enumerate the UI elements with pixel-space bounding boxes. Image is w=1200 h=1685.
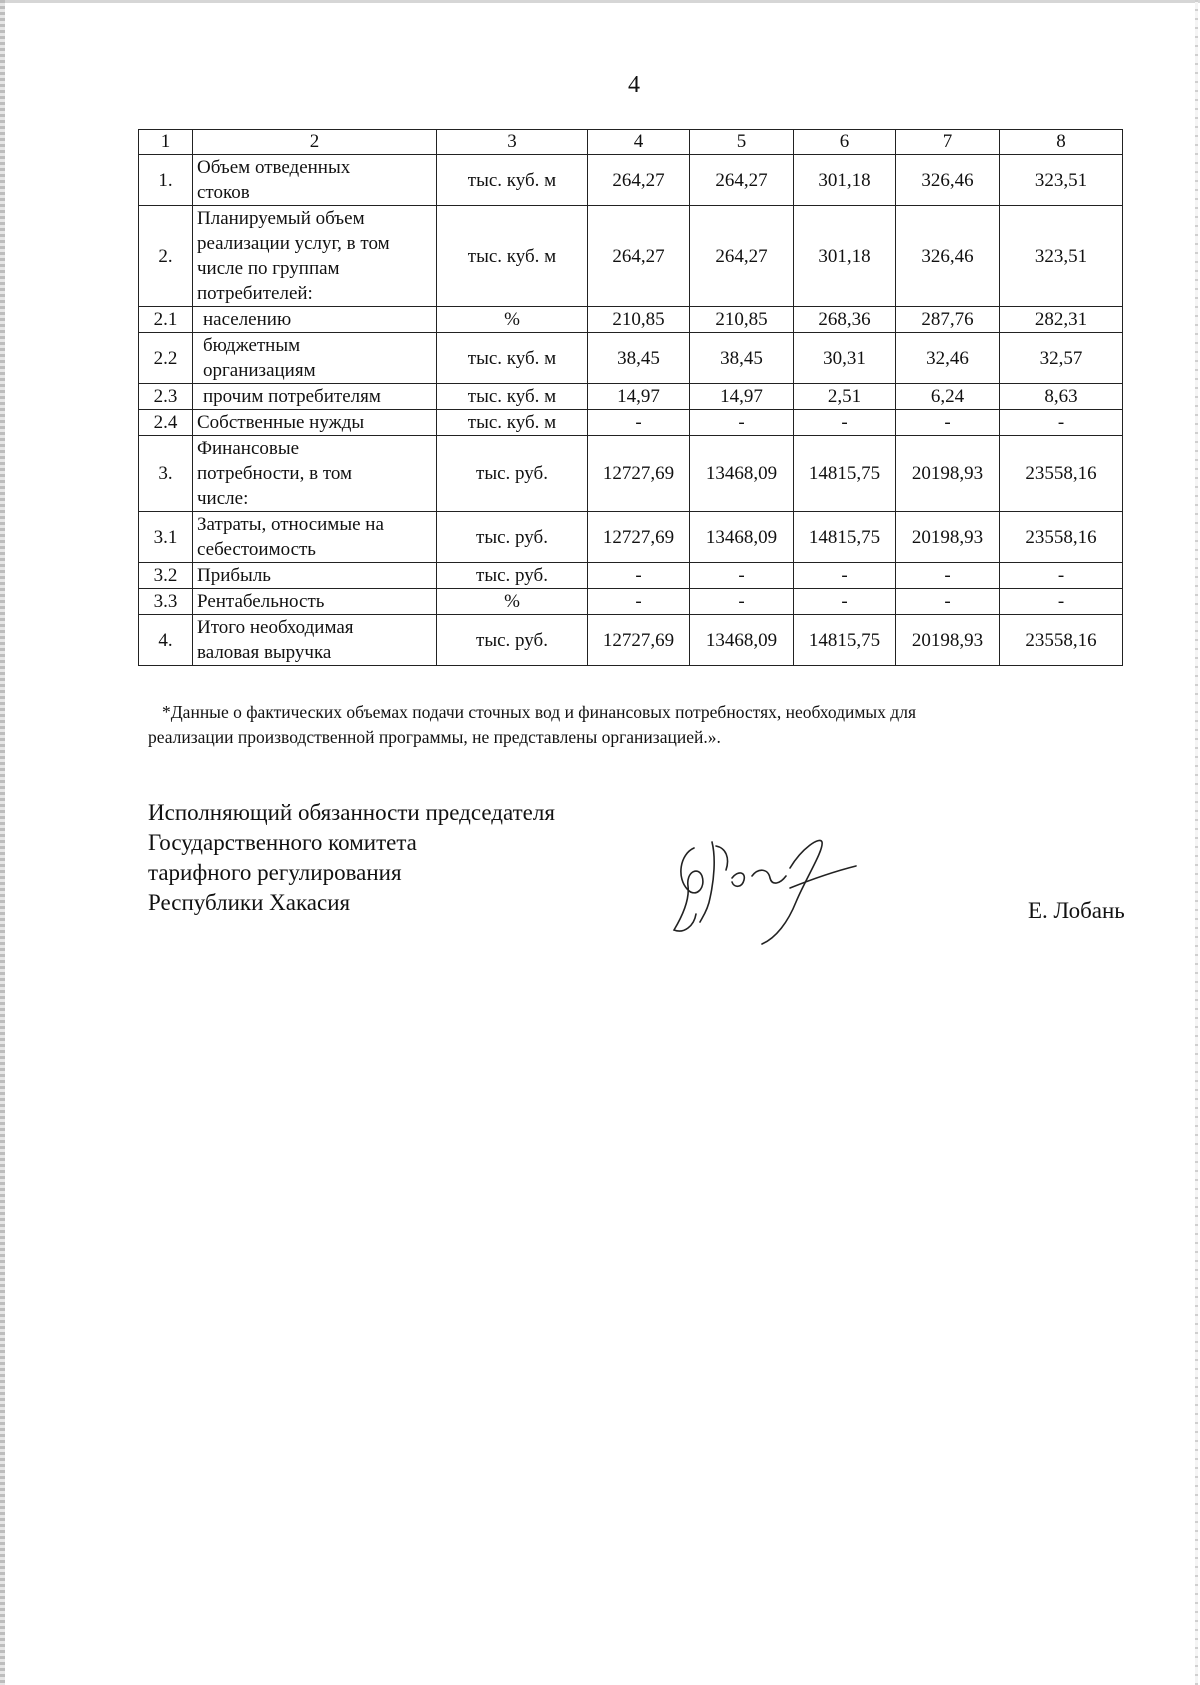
indicator-name-line: себестоимость	[197, 539, 316, 560]
unit-of-measure: тыс. руб.	[437, 615, 588, 666]
indicator-name-line: валовая выручка	[197, 642, 332, 663]
value-cell: 264,27	[588, 155, 690, 206]
indicator-name	[193, 436, 437, 512]
value-cell: 20198,93	[896, 436, 1000, 512]
value-cell: 32,46	[896, 333, 1000, 384]
indicator-name-line: потребителей:	[197, 283, 313, 304]
indicator-name	[193, 206, 437, 307]
table-row	[139, 615, 1123, 666]
indicator-name-line: Финансовые	[197, 438, 300, 459]
value-cell: 12727,69	[588, 512, 690, 563]
value-cell: 264,27	[588, 206, 690, 307]
value-cell: 326,46	[896, 206, 1000, 307]
value-cell: 20198,93	[896, 615, 1000, 666]
unit-of-measure: тыс. руб.	[437, 512, 588, 563]
indicator-name-line: Затраты, относимые на	[197, 514, 384, 535]
value-cell: 323,51	[1000, 155, 1123, 206]
scan-edge-right	[1195, 0, 1198, 1685]
value-cell: 13468,09	[690, 615, 794, 666]
table-row	[139, 436, 1123, 512]
indicator-name-line: прочим потребителям	[203, 386, 381, 407]
value-cell: 12727,69	[588, 615, 690, 666]
value-cell: 287,76	[896, 307, 1000, 333]
value-cell: 20198,93	[896, 512, 1000, 563]
value-cell: 23558,16	[1000, 436, 1123, 512]
indicator-name	[193, 307, 437, 333]
indicator-name	[193, 615, 437, 666]
value-cell: 2,51	[794, 384, 896, 410]
unit-of-measure: тыс. куб. м	[437, 206, 588, 307]
indicator-name-line: потребности, в том	[197, 463, 353, 484]
value-cell: 326,46	[896, 155, 1000, 206]
table-row	[139, 589, 1123, 615]
column-number: 8	[1000, 130, 1123, 155]
row-number: 3.2	[139, 563, 193, 589]
signatory-title	[148, 798, 555, 918]
value-cell: 8,63	[1000, 384, 1123, 410]
value-cell: -	[896, 563, 1000, 589]
indicator-name-line: Планируемый объем	[197, 208, 365, 229]
value-cell: 13468,09	[690, 436, 794, 512]
signatory-title-line: Исполняющий обязанности председателя	[148, 800, 555, 825]
value-cell: 38,45	[690, 333, 794, 384]
footnote-line: *Данные о фактических объемах подачи сточных вод и финансовых потребностях, необходимых для	[162, 702, 916, 722]
scan-edge-left	[0, 0, 5, 1685]
value-cell: 210,85	[690, 307, 794, 333]
row-number: 3.3	[139, 589, 193, 615]
column-number: 4	[588, 130, 690, 155]
value-cell: -	[588, 589, 690, 615]
table-row	[139, 155, 1123, 206]
value-cell: 13468,09	[690, 512, 794, 563]
row-number: 3.1	[139, 512, 193, 563]
value-cell: 14,97	[690, 384, 794, 410]
value-cell: 38,45	[588, 333, 690, 384]
row-number: 2.4	[139, 410, 193, 436]
row-number: 3.	[139, 436, 193, 512]
indicator-name-line: организациям	[203, 360, 316, 381]
value-cell: 30,31	[794, 333, 896, 384]
signatory-title-line: тарифного регулирования	[148, 860, 402, 885]
indicator-name-line: бюджетным	[203, 335, 301, 356]
table-row	[139, 206, 1123, 307]
row-number: 1.	[139, 155, 193, 206]
unit-of-measure: тыс. руб.	[437, 436, 588, 512]
indicator-name	[193, 589, 437, 615]
value-cell: -	[588, 563, 690, 589]
unit-of-measure: %	[437, 307, 588, 333]
signatory-title-line: Государственного комитета	[148, 830, 417, 855]
indicator-name-line: Рентабельность	[197, 591, 325, 612]
table-row	[139, 333, 1123, 384]
value-cell: -	[896, 410, 1000, 436]
row-number: 2.1	[139, 307, 193, 333]
scan-edge-top	[0, 0, 1200, 3]
value-cell: 14815,75	[794, 615, 896, 666]
value-cell: 23558,16	[1000, 615, 1123, 666]
row-number: 4.	[139, 615, 193, 666]
column-number: 1	[139, 130, 193, 155]
column-number: 6	[794, 130, 896, 155]
indicator-name	[193, 563, 437, 589]
unit-of-measure: тыс. куб. м	[437, 410, 588, 436]
value-cell: 32,57	[1000, 333, 1123, 384]
value-cell: -	[690, 410, 794, 436]
page-number: 4	[628, 72, 640, 98]
footnote-line: реализации производственной программы, не представлены организацией.».	[148, 727, 721, 747]
unit-of-measure: тыс. куб. м	[437, 384, 588, 410]
indicator-name-line: реализации услуг, в том	[197, 233, 390, 254]
table-row	[139, 307, 1123, 333]
value-cell: -	[690, 589, 794, 615]
row-number: 2.3	[139, 384, 193, 410]
indicator-name-line: Прибыль	[197, 565, 271, 586]
column-number: 7	[896, 130, 1000, 155]
production-program-table	[138, 129, 1123, 666]
table-row	[139, 512, 1123, 563]
value-cell: 14815,75	[794, 512, 896, 563]
value-cell: 6,24	[896, 384, 1000, 410]
indicator-name	[193, 155, 437, 206]
row-number: 2.	[139, 206, 193, 307]
indicator-name-line: Итого необходимая	[197, 617, 354, 638]
unit-of-measure: тыс. куб. м	[437, 333, 588, 384]
indicator-name-line: населению	[203, 309, 292, 330]
column-number: 5	[690, 130, 794, 155]
row-number: 2.2	[139, 333, 193, 384]
handwritten-signature	[672, 828, 872, 948]
column-number: 3	[437, 130, 588, 155]
value-cell: -	[690, 563, 794, 589]
unit-of-measure: тыс. куб. м	[437, 155, 588, 206]
value-cell: -	[1000, 410, 1123, 436]
indicator-name	[193, 410, 437, 436]
unit-of-measure: %	[437, 589, 588, 615]
value-cell: 14,97	[588, 384, 690, 410]
value-cell: -	[896, 589, 1000, 615]
table-header-row	[139, 130, 1123, 155]
indicator-name-line: Собственные нужды	[197, 412, 365, 433]
value-cell: 12727,69	[588, 436, 690, 512]
signatory-title-line: Республики Хакасия	[148, 890, 351, 915]
value-cell: -	[1000, 589, 1123, 615]
column-number: 2	[193, 130, 437, 155]
value-cell: -	[588, 410, 690, 436]
indicator-name	[193, 333, 437, 384]
indicator-name-line: числе по группам	[197, 258, 340, 279]
value-cell: -	[794, 589, 896, 615]
table-row	[139, 410, 1123, 436]
value-cell: 323,51	[1000, 206, 1123, 307]
indicator-name-line: Объем отведенных	[197, 157, 351, 178]
value-cell: 301,18	[794, 206, 896, 307]
value-cell: 268,36	[794, 307, 896, 333]
unit-of-measure: тыс. руб.	[437, 563, 588, 589]
indicator-name-line: числе:	[197, 488, 249, 509]
indicator-name	[193, 512, 437, 563]
value-cell: 264,27	[690, 155, 794, 206]
footnote	[148, 700, 1128, 750]
value-cell: 282,31	[1000, 307, 1123, 333]
value-cell: 264,27	[690, 206, 794, 307]
value-cell: -	[794, 563, 896, 589]
table-row	[139, 563, 1123, 589]
value-cell: 210,85	[588, 307, 690, 333]
value-cell: 14815,75	[794, 436, 896, 512]
value-cell: -	[1000, 563, 1123, 589]
signatory-name: Е. Лобань	[1028, 898, 1125, 923]
indicator-name-line: стоков	[197, 182, 250, 203]
value-cell: -	[794, 410, 896, 436]
value-cell: 301,18	[794, 155, 896, 206]
indicator-name	[193, 384, 437, 410]
table-row	[139, 384, 1123, 410]
value-cell: 23558,16	[1000, 512, 1123, 563]
